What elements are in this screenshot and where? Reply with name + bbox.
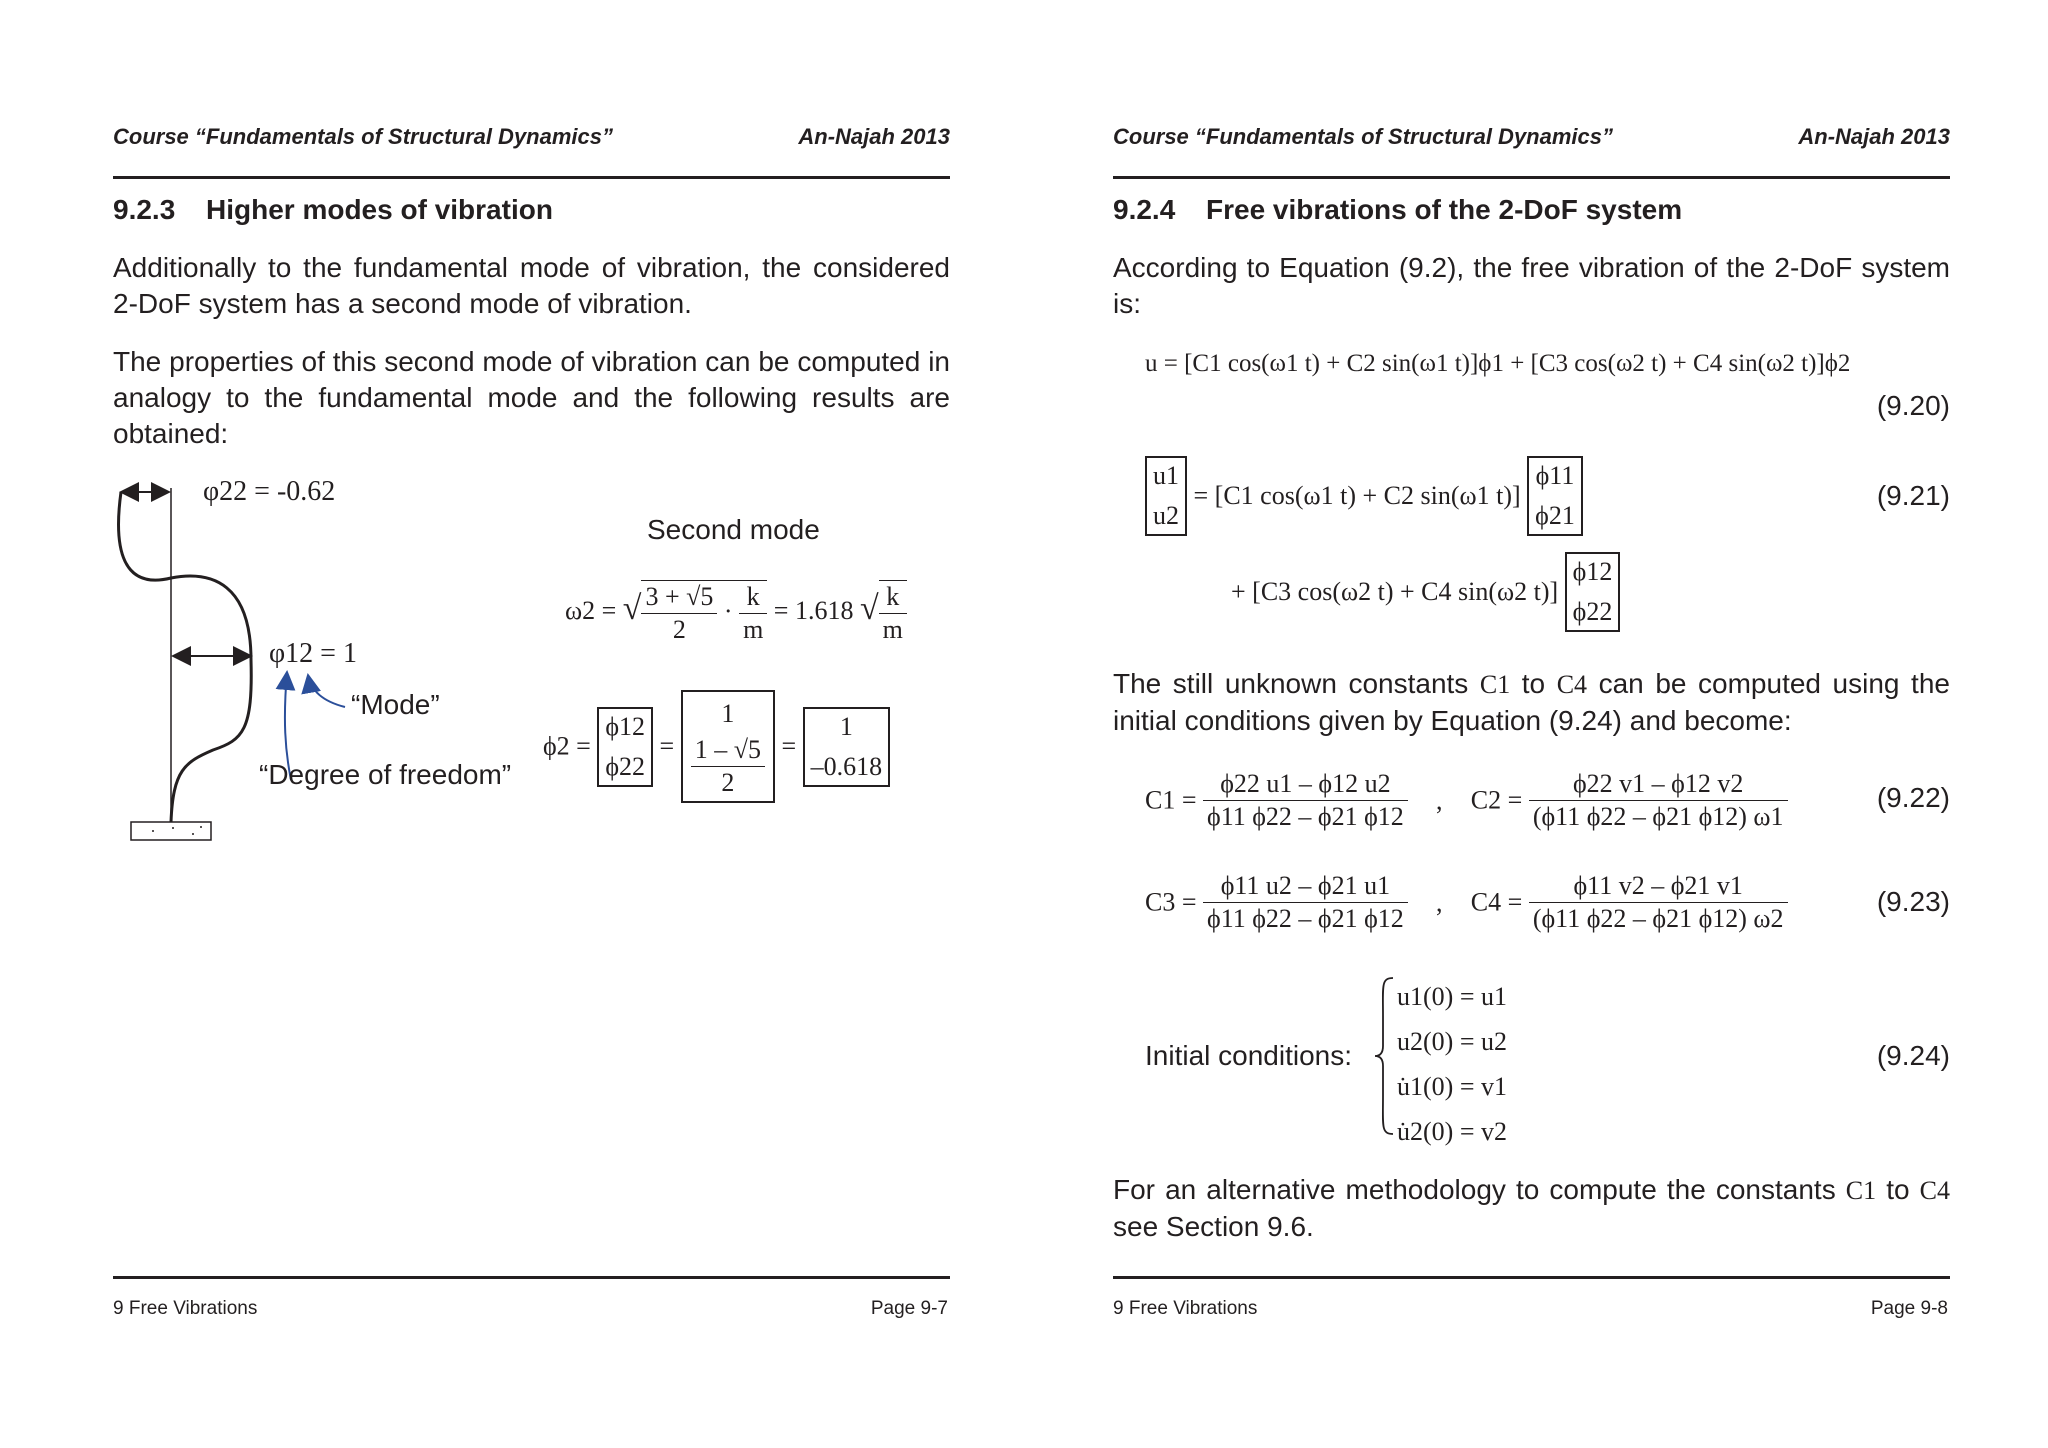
initial-conditions-label: Initial conditions: — [1145, 1040, 1353, 1071]
ic-line-1: u1(0) = u1 — [1397, 982, 1507, 1011]
eq-number-9-24: (9.24) — [1876, 1040, 1950, 1071]
omega2-result: = 1.618 — [773, 595, 854, 625]
footer-chapter: 9 Free Vibrations — [113, 1298, 258, 1319]
phi2-equation: ϕ2 = ϕ12 ϕ22 = 1 1 – √5 2 = 1 –0.618 — [543, 690, 890, 803]
equation-9-23: C3 = $\frac{\phi 11 u2 - \phi 21 u1}{\phi 11 \phi 22 - \phi 21 \phi 12}$ , C4 = $\frac{\phi 11 v2 - \phi 21 v1}{(\phi 11 \phi 22 - \phi 21 \phi 12) \omega 2}$ — [1145, 870, 1788, 935]
phi1-vector: ϕ11 ϕ21 — [1527, 456, 1583, 536]
mode-label: “Mode” — [351, 689, 440, 720]
paragraph-2: The properties of this second mode of vibration can be computed in analogy to the fundamental mode and the following results are obtained: — [113, 346, 950, 449]
phi12-label: φ12 = 1 — [269, 638, 357, 669]
paragraph-1: According to Equation (9.2), the free vibration of the 2-DoF system is: — [1113, 252, 1950, 319]
phi2-vector: ϕ12 ϕ22 — [597, 707, 653, 787]
section-title: Free vibrations of the 2-DoF system — [1206, 194, 1683, 225]
header-course-title: Course “Fundamentals of Structural Dynamics” — [113, 124, 613, 149]
displacement-vector: u1 u2 — [1145, 456, 1187, 536]
initial-conditions-list — [1397, 974, 1507, 1154]
eq-number-9-20: (9.20) — [1876, 390, 1950, 421]
equation-9-21-line1: u1 u2 = [C1 cos(ω1 t) + C2 sin(ω1 t)] ϕ11 ϕ21 — [1145, 456, 1583, 536]
footer-rule — [1113, 1276, 1950, 1279]
omega2-den: 2 — [672, 615, 686, 644]
page-header — [113, 124, 950, 158]
paragraph-3: For an alternative methodology to compute the constants C1 to C4 see Section 9.6. — [1113, 1174, 1950, 1242]
section-number: 9.2.3 — [113, 194, 176, 225]
left-brace — [1373, 976, 1395, 1136]
phi2-numeric-vector: 1 –0.618 — [803, 707, 891, 787]
header-year: An-Najah 2013 — [1798, 124, 1950, 149]
right-page — [1113, 0, 1950, 1448]
phi2-lhs: ϕ2 = — [543, 731, 591, 761]
footer-chapter: 9 Free Vibrations — [1113, 1298, 1258, 1319]
equation-9-21-line2: + [C3 cos(ω2 t) + C4 sin(ω2 t)] ϕ12 ϕ22 — [1231, 552, 1620, 632]
dof-label: “Degree of freedom” — [259, 759, 512, 790]
eq-number-9-23: (9.23) — [1876, 886, 1950, 917]
phi2-vector: ϕ12 ϕ22 — [1565, 552, 1621, 632]
eq-number-9-22: (9.22) — [1876, 782, 1950, 813]
omega2-lhs: ω2 = — [565, 595, 617, 625]
header-rule — [1113, 176, 1950, 179]
header-year: An-Najah 2013 — [798, 124, 950, 149]
ic-line-4: u̇2(0) = v2 — [1397, 1117, 1507, 1146]
eq-number-9-21: (9.21) — [1876, 480, 1950, 511]
footer-rule — [113, 1276, 950, 1279]
ic-line-2: u2(0) = u2 — [1397, 1027, 1507, 1056]
ic-line-3: u̇1(0) = v1 — [1397, 1072, 1507, 1101]
paragraph-1: Additionally to the fundamental mode of vibration, the considered 2-DoF system has a second mode of vibration. — [113, 252, 950, 319]
left-page — [113, 0, 950, 1448]
footer-page-number: Page 9-8 — [1870, 1298, 1948, 1319]
equation-9-20: u = [C1 cos(ω1 t) + C2 sin(ω1 t)]ϕ1 + [C3 cos(ω2 t) + C4 sin(ω2 t)]ϕ2 — [1145, 350, 1851, 377]
header-course-title: Course “Fundamentals of Structural Dynamics” — [1113, 124, 1613, 149]
equation-9-22: C1 = $\frac{\phi 22 u1 - \phi 12 u2}{\phi 11 \phi 22 - \phi 21 \phi 12}$ , C2 = $\frac{\phi 22 v1 - \phi 12 v2}{(\phi 11 \phi 22 - \phi 21 \phi 12) \omega 1}$ — [1145, 768, 1788, 833]
omega2-num: 3 + √5 — [641, 581, 717, 614]
section-title: Higher modes of vibration — [206, 194, 553, 225]
foundation-base — [131, 822, 211, 840]
phi22-label: φ22 = -0.62 — [203, 476, 336, 507]
phi2-exact-vector: 1 1 – √5 2 — [681, 690, 775, 803]
figure-caption: Second mode — [647, 514, 820, 545]
section-number: 9.2.4 — [1113, 194, 1176, 225]
footer-page-number: Page 9-7 — [870, 1298, 948, 1319]
page-header — [1113, 124, 1950, 158]
section-heading — [1113, 194, 1682, 226]
omega2-equation: ω2 = √ $\frac{3 + √5}{2}$ · $\frac{k}{m}$ = 1.618 √ $\frac{k}{m}$ — [565, 580, 907, 646]
paragraph-2: The still unknown constants C1 to C4 can be computed using the initial conditions given by Equation (9.24) and become: — [1113, 668, 1950, 736]
section-heading — [113, 194, 553, 226]
header-rule — [113, 176, 950, 179]
